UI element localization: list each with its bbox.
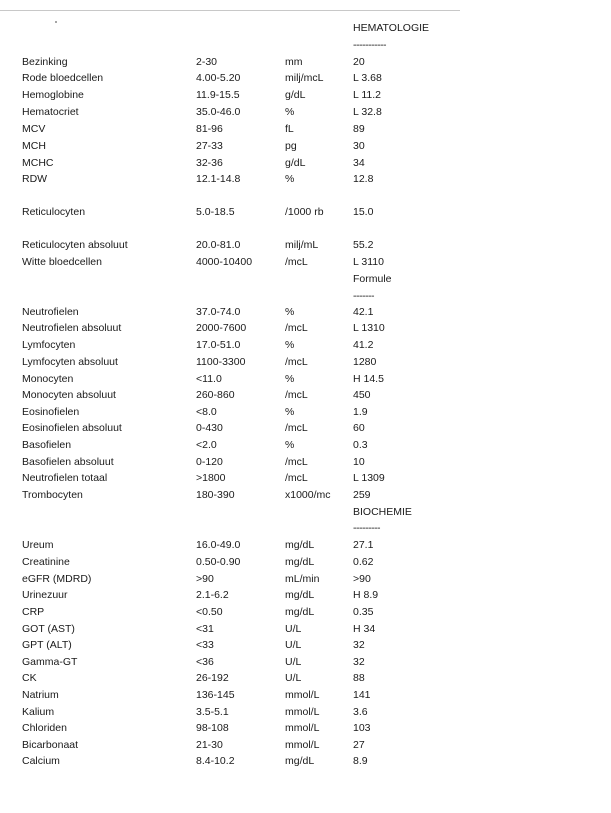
test-name: Rode bloedcellen xyxy=(22,72,104,84)
unit: /mcL xyxy=(285,472,308,484)
reference-range: >90 xyxy=(196,573,214,585)
result-value: 3.6 xyxy=(353,706,368,718)
result-value: 20 xyxy=(353,56,365,68)
result-value: 32 xyxy=(353,656,365,668)
reference-range: 4.00-5.20 xyxy=(196,72,241,84)
table-row xyxy=(0,638,611,652)
table-row xyxy=(0,671,611,685)
test-name: Lymfocyten xyxy=(22,339,76,351)
reference-range: 2-30 xyxy=(196,56,218,68)
result-value: L 1309 xyxy=(353,472,385,484)
test-name: Neutrofielen totaal xyxy=(22,472,108,484)
test-name: Calcium xyxy=(22,755,60,767)
table-row xyxy=(0,71,611,85)
reference-range: 8.4-10.2 xyxy=(196,755,235,767)
reference-range: 260-860 xyxy=(196,389,235,401)
test-name: Bicarbonaat xyxy=(22,739,79,751)
table-row xyxy=(0,488,611,502)
test-name: RDW xyxy=(22,173,48,185)
unit: % xyxy=(285,106,295,118)
table-row xyxy=(0,205,611,219)
section-separator: --------- xyxy=(353,522,380,534)
test-name: Hemoglobine xyxy=(22,89,84,101)
reference-range: 0-430 xyxy=(196,422,223,434)
test-name: Kalium xyxy=(22,706,55,718)
table-row xyxy=(0,122,611,136)
table-row xyxy=(0,55,611,69)
result-value: 27.1 xyxy=(353,539,374,551)
section-heading-row xyxy=(0,505,611,519)
test-name: Lymfocyten absoluut xyxy=(22,356,118,368)
reference-range: <2.0 xyxy=(196,439,217,451)
unit: mg/dL xyxy=(285,589,315,601)
result-value: L 11.2 xyxy=(353,89,382,101)
test-name: MCHC xyxy=(22,157,54,169)
table-row xyxy=(0,305,611,319)
unit: mmol/L xyxy=(285,706,320,718)
result-value: H 34 xyxy=(353,623,376,635)
unit: x1000/mc xyxy=(285,489,331,501)
unit: mm xyxy=(285,56,303,68)
section-heading-formule: Formule xyxy=(353,273,392,285)
unit: /mcL xyxy=(285,256,308,268)
result-value: H 14.5 xyxy=(353,373,384,385)
test-name: Monocyten absoluut xyxy=(22,389,116,401)
test-name: CRP xyxy=(22,606,45,618)
table-row xyxy=(0,471,611,485)
unit: U/L xyxy=(285,656,302,668)
reference-range: <33 xyxy=(196,639,214,651)
reference-range: 180-390 xyxy=(196,489,235,501)
reference-range: 3.5-5.1 xyxy=(196,706,229,718)
result-value: 34 xyxy=(353,157,365,169)
reference-range: 12.1-14.8 xyxy=(196,173,241,185)
test-name: GOT (AST) xyxy=(22,623,75,635)
table-row xyxy=(0,255,611,269)
unit: mg/dL xyxy=(285,606,315,618)
reference-range: 4000-10400 xyxy=(196,256,253,268)
unit: % xyxy=(285,406,295,418)
unit: % xyxy=(285,173,295,185)
test-name: GPT (ALT) xyxy=(22,639,72,651)
test-name: Witte bloedcellen xyxy=(22,256,102,268)
result-value: 12.8 xyxy=(353,173,374,185)
result-value: 55.2 xyxy=(353,239,374,251)
unit: /mcL xyxy=(285,389,308,401)
test-name: MCH xyxy=(22,140,46,152)
section-heading-row xyxy=(0,272,611,286)
unit: pg xyxy=(285,140,297,152)
table-row xyxy=(0,338,611,352)
unit: /1000 rb xyxy=(285,206,324,218)
test-name: Urinezuur xyxy=(22,589,68,601)
test-name: Eosinofielen xyxy=(22,406,80,418)
unit: fL xyxy=(285,123,294,135)
result-value: 30 xyxy=(353,140,365,152)
table-row xyxy=(0,688,611,702)
unit: mmol/L xyxy=(285,722,320,734)
table-row xyxy=(0,721,611,735)
result-value: 89 xyxy=(353,123,365,135)
table-row xyxy=(0,405,611,419)
reference-range: 1100-3300 xyxy=(196,356,246,368)
reference-range: 21-30 xyxy=(196,739,223,751)
test-name: Eosinofielen absoluut xyxy=(22,422,122,434)
test-name: Hematocriet xyxy=(22,106,79,118)
result-value: >90 xyxy=(353,573,371,585)
unit: mL/min xyxy=(285,573,320,585)
table-row xyxy=(0,139,611,153)
result-value: 450 xyxy=(353,389,371,401)
table-row xyxy=(0,105,611,119)
test-name: Gamma-GT xyxy=(22,656,78,668)
table-row xyxy=(0,438,611,452)
section-separator-row xyxy=(0,289,611,303)
reference-range: <31 xyxy=(196,623,214,635)
result-value: 41.2 xyxy=(353,339,374,351)
table-row xyxy=(0,588,611,602)
result-value: 1280 xyxy=(353,356,377,368)
reference-range: <0.50 xyxy=(196,606,223,618)
table-row xyxy=(0,421,611,435)
test-name: Reticulocyten xyxy=(22,206,86,218)
unit: g/dL xyxy=(285,89,306,101)
result-value: 88 xyxy=(353,672,365,684)
table-row xyxy=(0,705,611,719)
table-row xyxy=(0,738,611,752)
unit: g/dL xyxy=(285,157,306,169)
reference-range: 16.0-49.0 xyxy=(196,539,241,551)
section-heading-row xyxy=(0,21,611,35)
table-row xyxy=(0,88,611,102)
reference-range: 17.0-51.0 xyxy=(196,339,241,351)
unit: /mcL xyxy=(285,456,308,468)
reference-range: 2.1-6.2 xyxy=(196,589,229,601)
section-separator: ------- xyxy=(353,290,374,302)
section-separator-row xyxy=(0,521,611,535)
unit: % xyxy=(285,306,295,318)
table-row xyxy=(0,605,611,619)
section-separator-row xyxy=(0,38,611,52)
reference-range: 32-36 xyxy=(196,157,223,169)
table-row xyxy=(0,372,611,386)
table-row xyxy=(0,156,611,170)
unit: mg/dL xyxy=(285,539,315,551)
test-name: eGFR (MDRD) xyxy=(22,573,92,585)
table-row xyxy=(0,172,611,186)
result-value: 141 xyxy=(353,689,371,701)
reference-range: 0-120 xyxy=(196,456,223,468)
reference-range: 81-96 xyxy=(196,123,223,135)
test-name: Chloriden xyxy=(22,722,67,734)
reference-range: 136-145 xyxy=(196,689,235,701)
unit: mmol/L xyxy=(285,739,320,751)
table-row xyxy=(0,321,611,335)
test-name: MCV xyxy=(22,123,46,135)
result-value: H 8.9 xyxy=(353,589,379,601)
test-name: CK xyxy=(22,672,37,684)
section-heading-hematologie: HEMATOLOGIE xyxy=(353,22,430,34)
unit: mg/dL xyxy=(285,556,315,568)
unit: U/L xyxy=(285,639,302,651)
table-row xyxy=(0,555,611,569)
reference-range: 37.0-74.0 xyxy=(196,306,241,318)
result-value: 60 xyxy=(353,422,365,434)
reference-range: <36 xyxy=(196,656,214,668)
result-value: 259 xyxy=(353,489,371,501)
unit: mg/dL xyxy=(285,755,315,767)
section-heading-biochemie: BIOCHEMIE xyxy=(353,506,412,518)
result-value: L 1310 xyxy=(353,322,385,334)
result-value: 1.9 xyxy=(353,406,368,418)
unit: milj/mL xyxy=(285,239,319,251)
reference-range: 20.0-81.0 xyxy=(196,239,241,251)
test-name: Neutrofielen absoluut xyxy=(22,322,122,334)
test-name: Basofielen absoluut xyxy=(22,456,114,468)
reference-range: >1800 xyxy=(196,472,226,484)
reference-range: 5.0-18.5 xyxy=(196,206,235,218)
result-value: 0.62 xyxy=(353,556,374,568)
test-name: Ureum xyxy=(22,539,54,551)
test-name: Basofielen xyxy=(22,439,72,451)
unit: /mcL xyxy=(285,422,308,434)
result-value: L 32.8 xyxy=(353,106,382,118)
test-name: Trombocyten xyxy=(22,489,83,501)
test-name: Natrium xyxy=(22,689,59,701)
unit: U/L xyxy=(285,623,302,635)
table-row xyxy=(0,238,611,252)
reference-range: 26-192 xyxy=(196,672,229,684)
reference-range: 27-33 xyxy=(196,140,223,152)
table-row xyxy=(0,538,611,552)
result-value: 103 xyxy=(353,722,371,734)
test-name: Creatinine xyxy=(22,556,70,568)
unit: /mcL xyxy=(285,356,308,368)
result-value: 0.35 xyxy=(353,606,374,618)
reference-range: <11.0 xyxy=(196,373,222,385)
result-value: L 3110 xyxy=(353,256,384,268)
unit: mmol/L xyxy=(285,689,320,701)
test-name: Monocyten xyxy=(22,373,74,385)
reference-range: 35.0-46.0 xyxy=(196,106,241,118)
unit: % xyxy=(285,439,295,451)
result-value: 10 xyxy=(353,456,365,468)
reference-range: 98-108 xyxy=(196,722,229,734)
table-row xyxy=(0,388,611,402)
table-row xyxy=(0,622,611,636)
unit: % xyxy=(285,339,295,351)
test-name: Reticulocyten absoluut xyxy=(22,239,128,251)
section-separator: ----------- xyxy=(353,39,386,51)
unit: % xyxy=(285,373,295,385)
result-value: 27 xyxy=(353,739,365,751)
reference-range: 11.9-15.5 xyxy=(196,89,240,101)
table-row xyxy=(0,655,611,669)
unit: U/L xyxy=(285,672,302,684)
unit: /mcL xyxy=(285,322,308,334)
result-value: 15.0 xyxy=(353,206,374,218)
table-row xyxy=(0,572,611,586)
table-row xyxy=(0,355,611,369)
unit: milj/mcL xyxy=(285,72,324,84)
test-name: Bezinking xyxy=(22,56,68,68)
result-value: 0.3 xyxy=(353,439,368,451)
reference-range: <8.0 xyxy=(196,406,217,418)
result-value: 42.1 xyxy=(353,306,374,318)
table-row xyxy=(0,455,611,469)
result-value: 8.9 xyxy=(353,755,368,767)
result-value: 32 xyxy=(353,639,365,651)
test-name: Neutrofielen xyxy=(22,306,79,318)
reference-range: 0.50-0.90 xyxy=(196,556,241,568)
table-row xyxy=(0,754,611,768)
reference-range: 2000-7600 xyxy=(196,322,247,334)
result-value: L 3.68 xyxy=(353,72,382,84)
